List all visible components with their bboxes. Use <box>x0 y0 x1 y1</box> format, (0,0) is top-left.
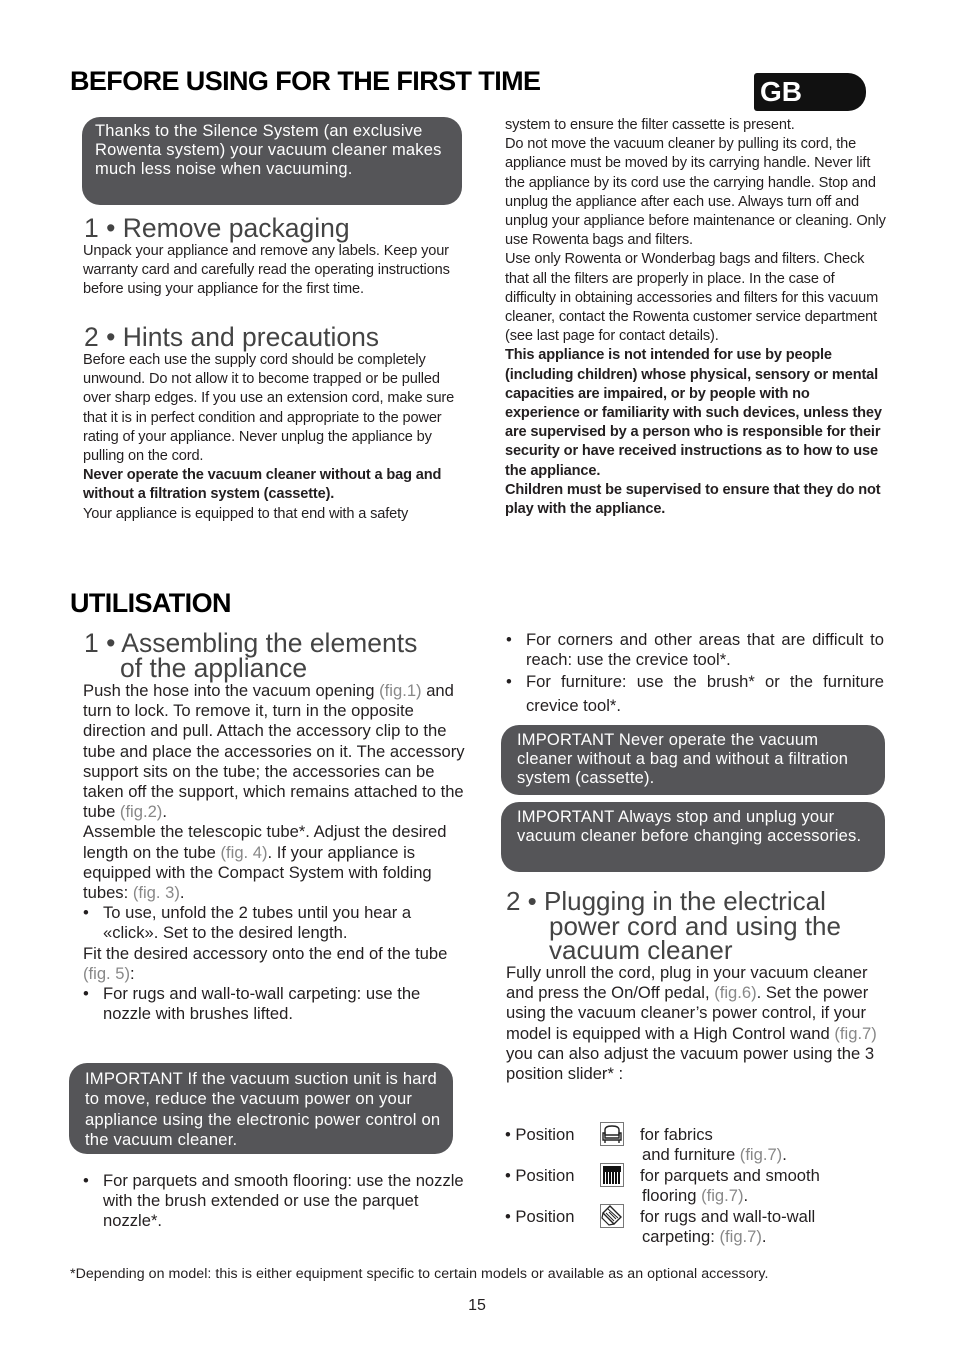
position-3-fig: (fig.7) <box>719 1227 762 1247</box>
fig3-ref: (fig. 3) <box>132 883 180 903</box>
parquet-bullet-list <box>83 1171 468 1232</box>
assembling-heading <box>84 628 418 683</box>
position-2-desc-line1: for parquets and smooth <box>640 1166 820 1185</box>
p1-text-b: and turn to lock. To remove it, turn in the opposite direction and pull. Attach the accessory clip to the tube and place the accessories on it. The accessory support sits on the tube; the accessories can be taken off the support, which remains attached to the tube <box>83 681 465 822</box>
silence-system-box: Thanks to the Silence System (an exclusive Rowenta system) your vacuum cleaner makes much less noise when vacuuming. <box>82 117 462 205</box>
hints-precautions-body <box>83 351 465 524</box>
fig7-ref: (fig.7) <box>834 1023 877 1043</box>
position-1-desc-line1: for fabrics <box>640 1125 713 1144</box>
position-1-desc: for fabrics and furniture (fig.7). <box>640 1125 787 1165</box>
parquet-bullet: • For parquets and smooth flooring: use the nozzle with the brush extended or use the parquet nozzle*. <box>83 1171 468 1232</box>
warning-children-text: Children must be supervised to ensure that they do not play with the appliance. <box>505 481 881 518</box>
position-3-desc-line1: for rugs and wall-to-wall <box>640 1207 816 1226</box>
plugging-heading <box>506 886 841 965</box>
carpet-icon <box>600 1204 624 1228</box>
plug-text-a: Fully unroll the cord, plug in your vacuum cleaner and press the On/Off pedal, <box>506 963 868 1003</box>
rugs-bullet: • For rugs and wall-to-wall carpeting: use the nozzle with brushes lifted. <box>83 984 468 1024</box>
plug-text-c: you can also adjust the vacuum power using the 3 position slider* : <box>506 1043 875 1084</box>
utilisation-title: UTILISATION <box>70 588 231 618</box>
position-2-desc-line2: flooring <box>642 1186 697 1206</box>
plug-text-b: Set the power using the vacuum cleaner’s power control, if your model is equipped with a High Control wand <box>506 983 869 1043</box>
fig4-ref: (fig. 4) <box>220 842 268 862</box>
assembling-heading-line2: of the appliance <box>120 653 308 683</box>
page-title: BEFORE USING FOR THE FIRST TIME <box>70 66 541 96</box>
unfold-tubes-bullet: • To use, unfold the 2 tubes until you hear a «click». Set to the desired length. <box>83 903 468 943</box>
position-1-label: • Position <box>505 1125 575 1144</box>
armchair-icon <box>600 1122 624 1146</box>
page-number: 15 <box>468 1297 486 1314</box>
important-suction-box: IMPORTANT If the vacuum suction unit is hard to move, reduce the vacuum power on your appliance using the electronic power control on the vacuum cleaner. <box>69 1063 453 1154</box>
position-2-label: • Position <box>505 1166 575 1185</box>
bags-filters-text: Use only Rowenta or Wonderbag bags and filters. Check that all the filters are properly in place. In the case of difficulty in obtaining accessories and filters for this vacuum cleaner, contact the Rowenta customer service department (see last page for contact details). <box>505 251 879 345</box>
p3-text: Fit the desired accessory onto the end of the tube <box>83 943 448 963</box>
position-3-desc-line2: carpeting: <box>642 1227 715 1247</box>
important-bag-box: IMPORTANT Never operate the vacuum cleaner without a bag and without a filtration system (cassette). <box>501 725 885 795</box>
language-tab: GB <box>754 73 866 111</box>
p1-text-a: Push the hose into the vacuum opening <box>83 681 375 700</box>
plugging-heading-line1: 2 • Plugging in the electrical <box>506 886 826 916</box>
fig1-ref: (fig.1) <box>379 681 422 700</box>
position-3-desc: for rugs and wall-to-wall carpeting: (fig.7). <box>640 1207 816 1247</box>
plugging-heading-line3: vacuum cleaner <box>549 935 733 965</box>
remove-packaging-text: Unpack your appliance and remove any labels. Keep your warranty card and carefully read the operating instructions before using your appliance for the first time. <box>83 243 450 298</box>
p2-text-b: . If your appliance is equipped with the Compact System with folding tubes: <box>83 842 432 903</box>
p2-text-a: Assemble the telescopic tube*. Adjust the desired length on the tube <box>83 822 447 862</box>
hints-bold-text: Never operate the vacuum cleaner without a bag and without a filtration system (cassette). <box>83 467 442 503</box>
parquet-brush-icon <box>600 1163 624 1187</box>
warning-capacities-text: This appliance is not intended for use by people (including children) whose physical, sensory or mental capacities are impaired, or by people with no experience or familiarity with such devices, unless they are supervised by a person who is responsible for their security or have received instructions as to how to use the appliance. <box>505 347 882 479</box>
plugging-body: Fully unroll the cord, plug in your vacuum cleaner and press the On/Off pedal, (fig.6). Set the power using the vacuum cleaner’s power control, if your model is equipped with a High Control wand (fig.7) you can also adjust the vacuum power using the 3 position slider* : <box>506 963 877 1084</box>
moving-text: Do not move the vacuum cleaner by pulling its cord, the appliance must be moved by its carrying handle. Never lift the appliance by its cord use the carrying handle. Stop and unplug the appliance after each use. Always turn off and unplug your appliance before maintenance or cleaning. Only use Rowenta bags and filters. <box>505 136 886 249</box>
hints-text-continued: Your appliance is equipped to that end with a safety <box>83 505 409 522</box>
assembling-heading-line1: 1 • Assembling the elements <box>84 628 418 658</box>
right-column-precautions <box>505 116 887 519</box>
right-bullets <box>506 630 884 718</box>
assembling-body: Push the hose into the vacuum opening (fig.1) and turn to lock. To remove it, turn in the opposite direction and pull. Attach the accessory clip to the tube and place the accessories on it. The accessory support sits on the tube; the accessories can be taken off the support, which remains attached to the tube (fig.2). Assemble the telescopic tube*. Adjust the desired length on the tube (fig. 4). If your appliance is equipped with the Compact System with folding tubes: (fig. 3). • To use, unfold the 2 tubes until you hear a «click». Set to the desired length. Fit the desired accessory onto the end of the tube (fig. 5): • For rugs and wall-to-wall carpeting: use the nozzle with brushes lifted. <box>83 681 468 1024</box>
hints-precautions-heading: 2 • Hints and precautions <box>84 322 380 352</box>
fig5-ref: (fig. 5) <box>83 963 131 983</box>
fig2-ref: (fig.2) <box>119 802 163 822</box>
furniture-bullet: • For furniture: use the brush* or the furniture crevice tool*. <box>506 670 884 718</box>
crevice-bullet: • For corners and other areas that are difficult to reach: use the crevice tool*. <box>506 630 884 670</box>
footnote: *Depending on model: this is either equipment specific to certain models or available as an optional accessory. <box>70 1266 769 1282</box>
plugging-heading-line2: power cord and using the <box>549 910 841 941</box>
safety-system-text: system to ensure the filter cassette is present. <box>505 117 795 133</box>
position-2-fig: (fig.7) <box>701 1186 744 1206</box>
fig6-ref: (fig.6) <box>714 983 757 1003</box>
remove-packaging-heading: 1 • Remove packaging <box>84 213 350 243</box>
position-3-label: • Position <box>505 1207 575 1226</box>
position-2-desc: for parquets and smooth flooring (fig.7). <box>640 1166 820 1206</box>
hints-text: Before each use the supply cord should be completely unwound. Do not allow it to become trapped or be pulled over sharp edges. If you use an extension cord, make sure that it is in perfect condition and appropriate to the power rating of your appliance. Never unplug the appliance by pulling on the cord. <box>83 352 455 465</box>
important-unplug-box: IMPORTANT Always stop and unplug your vacuum cleaner before changing accessories. <box>501 802 885 872</box>
position-1-fig: (fig.7) <box>739 1145 783 1165</box>
position-1-desc-line2: and furniture <box>642 1145 736 1165</box>
